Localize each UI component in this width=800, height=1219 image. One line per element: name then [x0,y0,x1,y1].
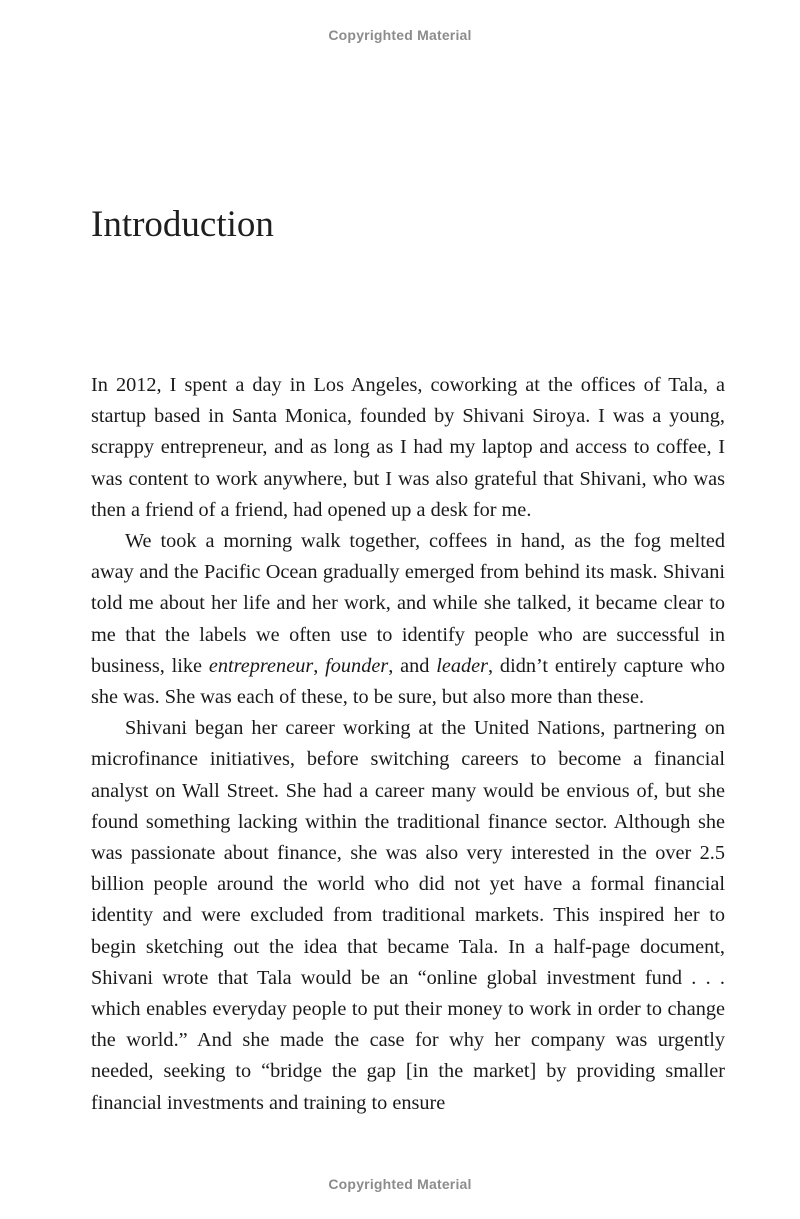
separator: , and [388,654,437,677]
copyright-watermark-top: Copyrighted Material [328,27,472,43]
italic-founder: founder [325,654,389,677]
copyright-watermark-bottom: Copyrighted Material [328,1176,472,1192]
separator: , [313,654,326,677]
paragraph-2-text: We took a morning walk together, coffees in hand, as the fog melted away and the Pacific Ocean gradually emerged from behind its mask. Shivani told me about her life and her work, and while she talked, it became clear to me that the labels we often use to identify people who are successful in business, like [91,530,725,677]
paragraph-1: In 2012, I spent a day in Los Angeles, coworking at the offices of Tala, a startup based in Santa Monica, founded by Shivani Siroya. I was a young, scrappy entrepreneur, and as long as I had my laptop and access to coffee, I was content to work anywhere, but I was also grateful that Shivani, who was then a friend of a friend, had opened up a desk for me. [91,374,725,521]
italic-entrepreneur: entrepreneur [208,654,314,677]
paragraph-2 [91,526,725,713]
italic-leader: leader [436,654,489,677]
paragraph-3: Shivani began her career working at the United Nations, partnering on microfinance initiatives, before switching careers to become a financial analyst on Wall Street. She had a career many would be envious of, but she found something lacking within the traditional finance sector. Although she was passionate about finance, she was also very interested in the over 2.5 billion people around the world who did not yet have a formal financial identity and were excluded from traditional markets. This inspired her to begin sketching out the idea that became Tala. In a half-page document, Shivani wrote that Tala would be an “online global investment fund . . . which enables everyday people to put their money to work in order to change the world.” And she made the case for why her company was urgently needed, seeking to “bridge the gap [in the market] by providing smaller financial investments and training to ensure [91,717,725,1114]
body-text [91,370,725,1119]
chapter-title: Introduction [91,204,274,245]
paragraph-2-text-end: , didn’t entirely capture who she was. She was each of these, to be sure, but also more than these. [91,654,726,709]
